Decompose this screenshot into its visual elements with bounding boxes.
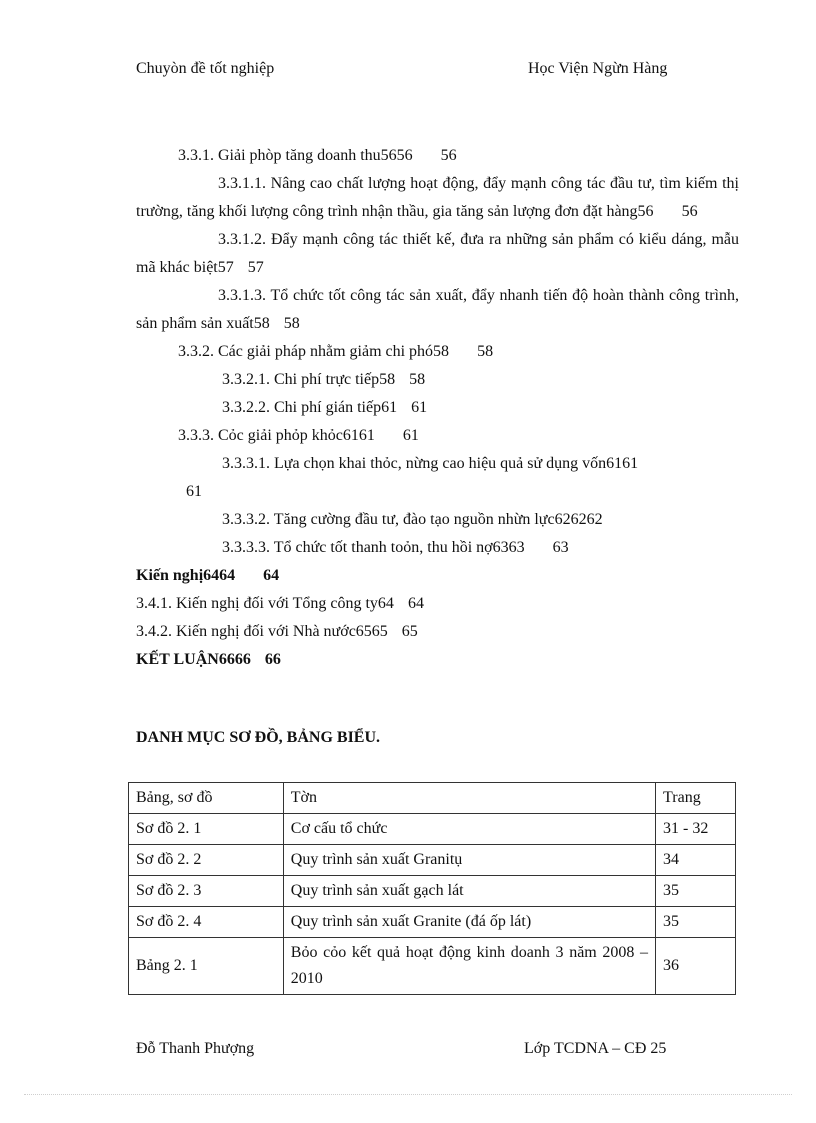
table-header-cell: Trang (656, 783, 736, 814)
table-cell: Sơ đồ 2. 3 (129, 876, 284, 907)
toc-page-number: 56 (681, 203, 698, 220)
toc-page-number: 65 (401, 623, 418, 640)
toc-page-number: 57 (247, 259, 264, 276)
toc-entry-3-3-1-3: 3.3.1.3. Tổ chức tốt công tác sản xuất, đẩy nhanh tiến độ hoàn thành công trình, sản phẩm sản xuất58 58 (136, 287, 739, 332)
table-cell: Sơ đồ 2. 1 (129, 814, 284, 845)
table-cell: Cơ cấu tổ chức (283, 814, 655, 845)
toc-page-number: 58 (409, 371, 426, 388)
table-of-contents (136, 142, 739, 674)
table-cell: Bỏo cỏo kết quả hoạt động kinh doanh 3 năm 2008 – 2010 (283, 938, 655, 995)
toc-entry-3-3-3-1: 3.3.3.1. Lựa chọn khai thỏc, nừng cao hiệu quả sử dụng vốn6161 (222, 455, 639, 472)
footer-class: Lớp TCDNA – CĐ 25 (524, 1040, 667, 1057)
table-row (129, 907, 736, 938)
toc-page-number: 64 (263, 567, 280, 584)
table-cell: 31 - 32 (656, 814, 736, 845)
header-document-title: Chuyòn đề tốt nghiệp (136, 60, 275, 77)
toc-entry-3-3-3: 3.3.3. Cỏc giải phỏp khỏc6161 61 (178, 427, 419, 444)
table-cell: 35 (656, 876, 736, 907)
toc-page-number: 64 (407, 595, 424, 612)
toc-entry-kien-nghi: Kiến nghị6464 64 (136, 567, 280, 584)
table-cell: Sơ đồ 2. 4 (129, 907, 284, 938)
table-row (129, 876, 736, 907)
toc-entry-3-3-2-1: 3.3.2.1. Chi phí trực tiếp58 58 (222, 371, 426, 388)
toc-entry-3-3-3-1-page (136, 478, 739, 506)
page-header (136, 60, 696, 82)
toc-entry-3-3-3-3: 3.3.3.3. Tổ chức tốt thanh toỏn, thu hồi nợ6363 63 (222, 539, 569, 556)
table-row (129, 845, 736, 876)
toc-entry-3-4-1: 3.4.1. Kiến nghị đối với Tổng công ty64 64 (136, 595, 424, 612)
toc-entry-3-3-1: 3.3.1. Giải phòp tăng doanh thu5656 56 (178, 147, 457, 164)
table-header-cell: Bảng, sơ đồ (129, 783, 284, 814)
toc-entry-3-3-3-2: 3.3.3.2. Tăng cường đầu tư, đào tạo nguồn nhừn lực626262 (222, 511, 603, 528)
footer-author: Đỗ Thanh Phượng (136, 1040, 255, 1057)
toc-entry-3-3-2-2: 3.3.2.2. Chi phí gián tiếp61 61 (222, 399, 428, 416)
header-institution: Học Viện Ngừn Hàng (528, 60, 668, 77)
toc-entry-3-3-1-1: 3.3.1.1. Nâng cao chất lượng hoạt động, đẩy mạnh công tác đầu tư, tìm kiếm thị trường, tăng khối lượng công trình nhận thầu, gia tăng sản lượng đơn đặt hàng56 56 (136, 175, 739, 220)
table-cell: 34 (656, 845, 736, 876)
table-header-row (129, 783, 736, 814)
toc-entry-3-3-2: 3.3.2. Các giải pháp nhằm giảm chi phó58 58 (178, 343, 494, 360)
toc-page-number: 66 (264, 651, 281, 668)
toc-page-number: 58 (477, 343, 494, 360)
table-header-cell: Tờn (283, 783, 655, 814)
table-cell: Quy trình sản xuất gạch lát (283, 876, 655, 907)
table-row (129, 814, 736, 845)
toc-page-number: 61 (186, 483, 202, 500)
table-cell: Sơ đồ 2. 2 (129, 845, 284, 876)
page-bottom-divider (24, 1094, 792, 1095)
table-cell: Quy trình sản xuất Granitụ (283, 845, 655, 876)
toc-page-number: 56 (440, 147, 457, 164)
toc-page-number: 61 (411, 399, 428, 416)
toc-entry-ket-luan: KẾT LUẬN6666 66 (136, 651, 281, 668)
toc-page-number: 63 (552, 539, 569, 556)
toc-page-number: 58 (283, 315, 300, 332)
table-row (129, 938, 736, 995)
table-cell: 36 (656, 938, 736, 995)
table-cell: Bảng 2. 1 (129, 938, 284, 995)
figure-list-table (128, 782, 736, 995)
toc-entry-3-3-1-2: 3.3.1.2. Đẩy mạnh công tác thiết kế, đưa ra những sản phẩm có kiểu dáng, mẫu mã khác biệt57 57 (136, 231, 739, 276)
page-footer (136, 1040, 696, 1062)
table-cell: Quy trình sản xuất Granite (đá ốp lát) (283, 907, 655, 938)
toc-entry-3-4-2: 3.4.2. Kiến nghị đối với Nhà nước6565 65 (136, 623, 418, 640)
table-cell: 35 (656, 907, 736, 938)
figure-list-title: DANH MỤC SƠ ĐỒ, BẢNG BIỂU. (136, 729, 381, 746)
toc-page-number: 61 (402, 427, 419, 444)
